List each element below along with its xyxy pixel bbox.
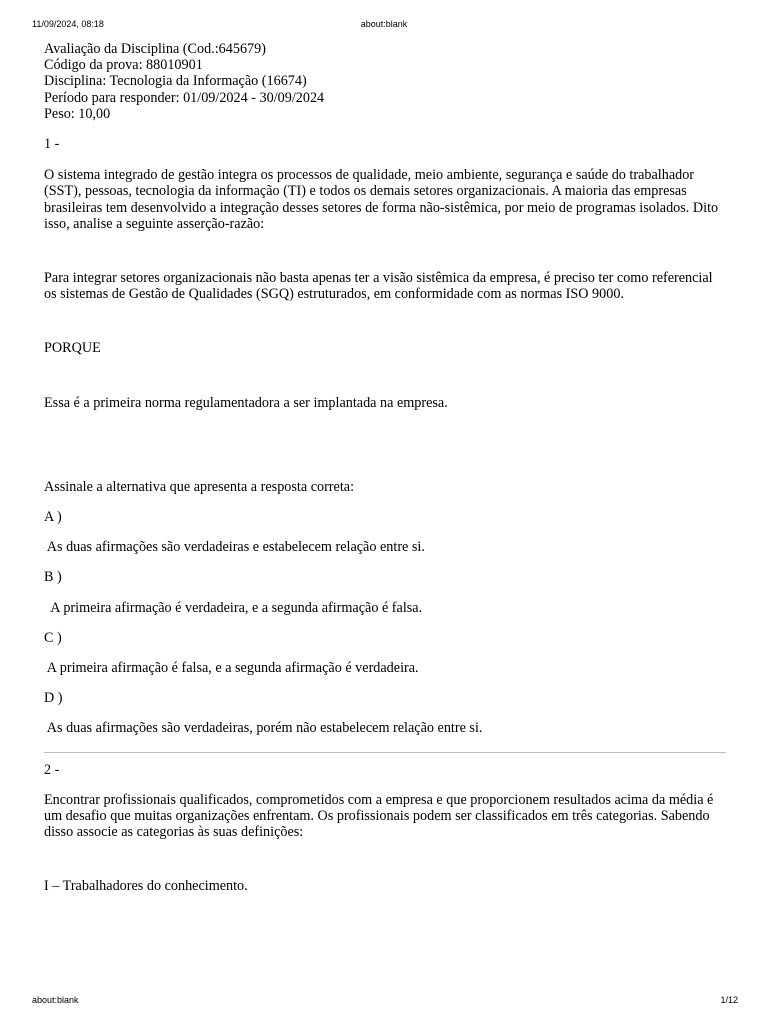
question-1-intro: O sistema integrado de gestão integra os processos de qualidade, meio ambiente, segurança e saúde do trabalhador (SST), pessoas, tecnologia da informação (TI) e todos os demais setores organizacionais. A maioria das empresas brasileiras tem desenvolvido a integração desses setores de forma não-sistêmica, por meio de programas isolados. Dito isso, analise a seguinte asserção-razão: <box>44 167 719 232</box>
option-c-text: A primeira afirmação é falsa, e a segunda afirmação é verdadeira. <box>44 660 419 677</box>
question-1-reason: Essa é a primeira norma regulamentadora a ser implantada na empresa. <box>44 394 448 411</box>
question-2-intro: Encontrar profissionais qualificados, comprometidos com a empresa e que proporcionem resultados acima da média é um desafio que muitas organizações enfrentam. Os profissionais podem ser classificados em três categorias. Sabendo disso associe as categorias às suas definições: <box>44 791 714 841</box>
response-period-line: Período para responder: 01/09/2024 - 30/09/2024 <box>44 89 325 106</box>
discipline-line: Disciplina: Tecnologia da Informação (16674) <box>44 73 307 90</box>
option-d-text: As duas afirmações são verdadeiras, porém não estabelecem relação entre si. <box>44 720 483 737</box>
question-1-assertion: Para integrar setores organizacionais não basta apenas ter a visão sistêmica da empresa, é preciso ter como referencial os sistemas de Gestão de Qualidades (SGQ) estruturados, em conformidade com as normas ISO 9000. <box>44 270 713 303</box>
question-1-connector: PORQUE <box>44 340 101 357</box>
print-footer-url: about:blank <box>32 995 79 1005</box>
print-page-counter: 1/12 <box>720 995 738 1005</box>
option-a-text: As duas afirmações são verdadeiras e estabelecem relação entre si. <box>44 539 425 556</box>
option-d-letter: D ) <box>44 690 63 707</box>
option-c-letter: C ) <box>44 629 62 646</box>
exam-code-line: Código da prova: 88010901 <box>44 57 203 74</box>
question-1-prompt: Assinale a alternativa que apresenta a resposta correta: <box>44 478 355 495</box>
print-datetime: 11/09/2024, 08:18 <box>32 19 104 29</box>
print-page-title: about:blank <box>360 19 408 29</box>
print-footer <box>0 993 768 1007</box>
exam-info <box>44 41 726 122</box>
question-2-item-1: I – Trabalhadores do conhecimento. <box>44 878 248 895</box>
option-b-letter: B ) <box>44 569 62 586</box>
question-2-number: 2 - <box>44 761 60 778</box>
weight-line: Peso: 10,00 <box>44 105 111 122</box>
document-body <box>44 41 726 895</box>
option-a-letter: A ) <box>44 509 62 526</box>
option-b-text: A primeira afirmação é verdadeira, e a segunda afirmação é falsa. <box>44 599 423 616</box>
question-1-number: 1 - <box>44 136 60 153</box>
question-divider <box>44 752 726 753</box>
course-evaluation-line: Avaliação da Disciplina (Cod.:645679) <box>44 41 266 57</box>
print-header <box>0 17 768 31</box>
